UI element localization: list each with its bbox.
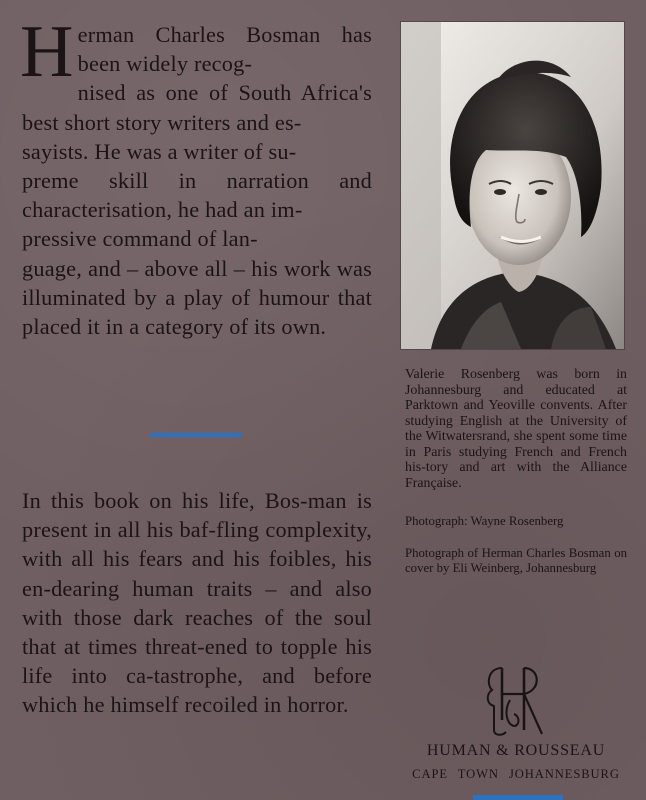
author-portrait-photo bbox=[401, 22, 624, 349]
author-blurb-text: erman Charles Bosman has been widely recog- nised as one of South Africa's best short story writers and es- sayists. He was a writer of su- preme skill in narration and characterisation, he had an im- pressive command of lan- guage, and – above all – his work was illuminated by a play of humour that placed it in a category of its own. bbox=[22, 22, 372, 340]
drop-cap: H bbox=[20, 11, 74, 93]
photo-credit: Photograph: Wayne Rosenberg bbox=[405, 514, 564, 528]
hr-monogram-icon bbox=[480, 660, 550, 740]
author-blurb-paragraph bbox=[20, 11, 372, 341]
author-biography bbox=[405, 367, 627, 576]
author-blurb bbox=[20, 11, 372, 341]
book-blurb-text: In this book on his life, Bos-man is present in all his baf-fling complexity, with all his fears and his foibles, his en-dearing human traits – and also with those dark reaches of the soul that at times threat-ened to topple his life into ca-tastrophe, and before which he himself recoiled in horror. bbox=[22, 488, 372, 718]
publisher-name: HUMAN & ROUSSEAU bbox=[426, 742, 606, 759]
cover-photo-credit: Photograph of Herman Charles Bosman on cover by Eli Weinberg, Johannesburg bbox=[405, 546, 627, 575]
section-divider-left bbox=[150, 433, 242, 437]
portrait-illustration bbox=[401, 22, 624, 349]
book-blurb bbox=[22, 486, 372, 720]
publisher-cities: CAPE TOWN JOHANNESBURG bbox=[412, 767, 620, 781]
section-divider-bottom bbox=[473, 795, 563, 800]
biography-text: Valerie Rosenberg was born in Johannesburg and educated at Parktown and Yeoville convents. After studying English at the University of the Witwatersrand, she spent some time in Paris studying French and French his-tory and art with the Alliance Française. bbox=[405, 367, 627, 491]
